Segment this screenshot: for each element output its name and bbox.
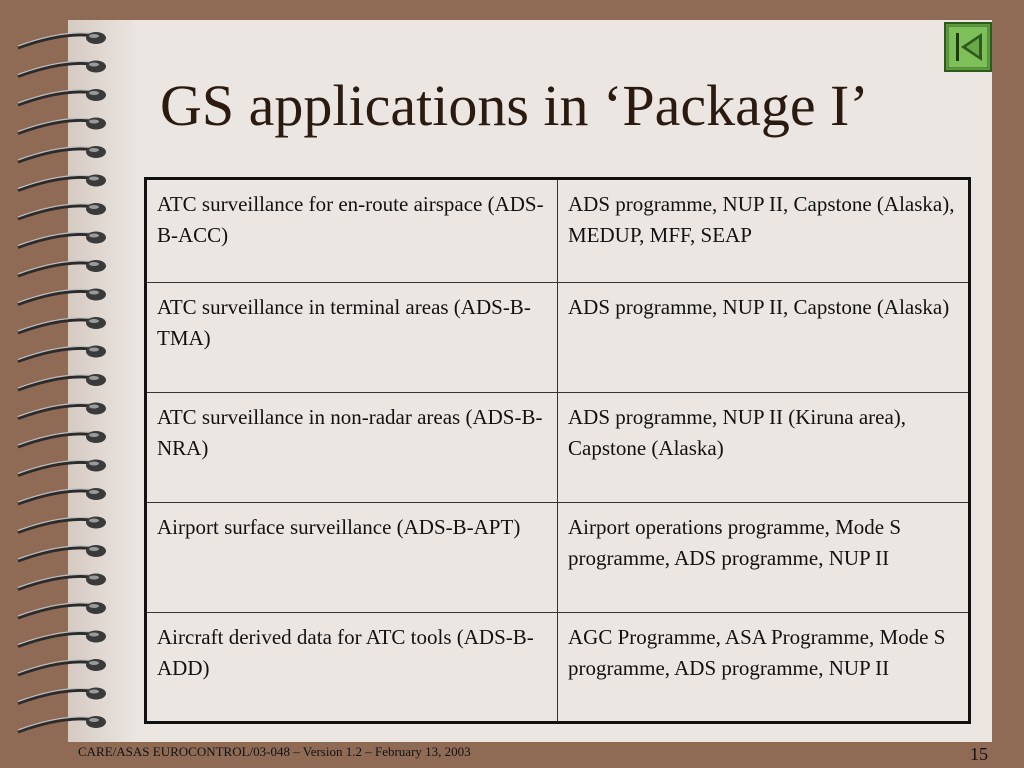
table-row bbox=[146, 393, 970, 503]
binding-ring bbox=[18, 61, 106, 77]
binding-ring bbox=[18, 175, 106, 191]
programmes-cell: AGC Programme, ASA Programme, Mode S programme, ADS programme, NUP II bbox=[558, 613, 970, 723]
programmes-cell: ADS programme, NUP II, Capstone (Alaska) bbox=[558, 283, 970, 393]
table-row bbox=[146, 283, 970, 393]
applications-table bbox=[144, 177, 971, 724]
binding-ring bbox=[18, 232, 106, 248]
binding-ring bbox=[18, 89, 106, 105]
binding-ring bbox=[18, 317, 106, 333]
back-to-start-icon bbox=[948, 26, 988, 68]
slide-title: GS applications in ‘Package I’ bbox=[160, 73, 869, 138]
binding-ring bbox=[18, 374, 106, 390]
binding-ring bbox=[18, 517, 106, 533]
programmes-cell: ADS programme, NUP II, Capstone (Alaska), MEDUP, MFF, SEAP bbox=[558, 179, 970, 283]
programmes-cell: Airport operations programme, Mode S programme, ADS programme, NUP II bbox=[558, 503, 970, 613]
binding-ring bbox=[18, 32, 106, 48]
binding-ring bbox=[18, 716, 106, 732]
application-cell: ATC surveillance in terminal areas (ADS-B-TMA) bbox=[146, 283, 558, 393]
programmes-cell: ADS programme, NUP II (Kiruna area), Capstone (Alaska) bbox=[558, 393, 970, 503]
spiral-binding bbox=[0, 0, 120, 768]
binding-ring bbox=[18, 602, 106, 618]
binding-ring bbox=[18, 346, 106, 362]
binding-ring bbox=[18, 659, 106, 675]
table-row bbox=[146, 503, 970, 613]
binding-ring bbox=[18, 146, 106, 162]
application-cell: Airport surface surveillance (ADS-B-APT) bbox=[146, 503, 558, 613]
binding-ring bbox=[18, 488, 106, 504]
table-row bbox=[146, 179, 970, 283]
binding-ring bbox=[18, 574, 106, 590]
binding-ring bbox=[18, 460, 106, 476]
binding-ring bbox=[18, 118, 106, 134]
binding-ring bbox=[18, 260, 106, 276]
application-cell: ATC surveillance in non-radar areas (ADS-B-NRA) bbox=[146, 393, 558, 503]
application-cell: ATC surveillance for en-route airspace (ADS-B-ACC) bbox=[146, 179, 558, 283]
binding-ring bbox=[18, 289, 106, 305]
table-row bbox=[146, 613, 970, 723]
binding-ring bbox=[18, 688, 106, 704]
back-to-start-button[interactable] bbox=[944, 22, 992, 72]
binding-ring bbox=[18, 403, 106, 419]
binding-ring bbox=[18, 545, 106, 561]
footer-text: CARE/ASAS EUROCONTROL/03-048 – Version 1.2 – February 13, 2003 bbox=[78, 744, 471, 759]
binding-ring bbox=[18, 203, 106, 219]
binding-ring bbox=[18, 631, 106, 647]
binding-ring bbox=[18, 431, 106, 447]
page-number: 15 bbox=[970, 744, 988, 764]
application-cell: Aircraft derived data for ATC tools (ADS-B-ADD) bbox=[146, 613, 558, 723]
